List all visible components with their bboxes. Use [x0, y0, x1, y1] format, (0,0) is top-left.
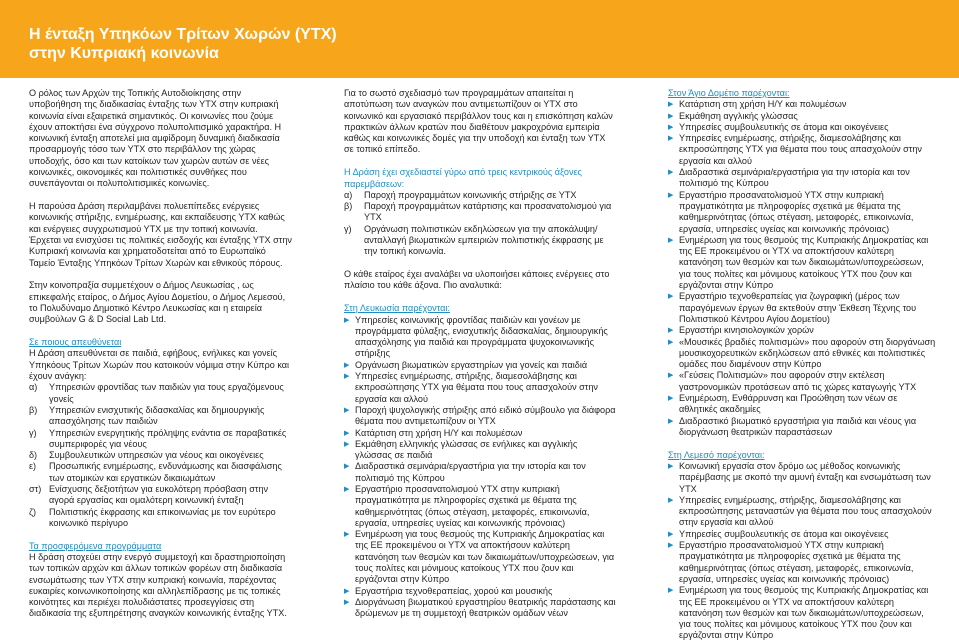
item-text: Οργάνωση πολιτιστικών εκδηλώσεων για την αποκάλυψη/ανταλλαγή βιωματικών εμπειριών πολιτιστικής έκφρασης με την τοπική κοινωνία. [364, 223, 604, 257]
title-line-2: στην Κυπριακή κοινωνία [29, 45, 219, 62]
list-item [29, 484, 292, 507]
list-item [29, 507, 292, 530]
agios-dometios-heading: Στον Άγιο Δομέτιο παρέχονται: [668, 88, 790, 98]
bullet-item: ▶ Υπηρεσίες ενημέρωσης, στήριξης, διαμεσολάβησης και εκπροσώπησης ΥΤΧ για θέματα που τους απασχολούν στην εργασία και αλλού [344, 371, 616, 405]
bullet-item: ▶ Υπηρεσίες συμβουλευτικής σε άτομα και οικογένειες [668, 529, 938, 540]
nicosia-heading: Στη Λευκωσία παρέχονται: [344, 303, 450, 314]
bullet-item: ▶ «Γεύσεις Πολιτισμών» που αφορούν στην εκτέλεση γαστρονομικών προτάσεων από τις χώρες καταγωγής ΥΤΧ [668, 370, 938, 393]
list-item [344, 190, 616, 201]
item-marker: γ) [344, 223, 352, 234]
limassol-list [668, 461, 938, 642]
list-item [29, 428, 292, 451]
title-banner [0, 0, 959, 78]
bullet-item: ▶ Ενημέρωση, Ενθάρρυνση και Προώθηση των νέων σε αθλητικές ακαδημίες [668, 393, 938, 416]
bullet-item: ▶ Οργάνωση βιωματικών εργαστηρίων για γονείς και παιδιά [344, 360, 616, 371]
bullet-item: ▶ Κοινωνική εργασία στον δρόμο ως μέθοδος κοινωνικής παρέμβασης με σκοπό την αμυνή ένταξη και ενσωμάτωση των ΥΤΧ [668, 461, 938, 495]
item-marker: α) [344, 189, 353, 200]
bullet-item: ▶ Ενημέρωση για τους θεσμούς της Κυπριακής Δημοκρατίας και της ΕΕ προκειμένου οι ΥΤΧ να αποκτήσουν καλύτερη κατανόηση των θεσμών και των δικαιωμάτων/υποχρεώσεων, για τους πολίτες και μόνιμους κατοίκους ΥΤΧ που ζουν και εργάζονται στην Κύπρο [668, 235, 938, 291]
item-marker: β) [29, 404, 38, 415]
item-text: Υπηρεσιών ενισχυτικής διδασκαλίας και δημιουργικής απασχόλησης των παιδιών [49, 404, 265, 427]
list-item [29, 405, 292, 428]
item-marker: στ) [29, 484, 42, 494]
item-marker: δ) [29, 450, 38, 461]
target-heading: Σε ποιους απευθύνεται [29, 337, 122, 348]
bullet-item: ▶ Διαδραστικά σεμινάρια/εργαστήρια για την ιστορία και τον πολιτισμό της Κύπρου [344, 461, 616, 484]
axes-heading: Η Δράση έχει σχεδιαστεί γύρω από τρεις κεντρικούς άξονες παρεμβάσεων: [344, 167, 582, 189]
programs-paragraph: Η δράση στοχεύει στην ενεργό συμμετοχή και δραστηριοποίηση των τοπικών αρχών και άλλων τοπικών φορέων στη διαδικασία ενσωμάτωσης των ΥΤΧ στην κυπριακή κοινωνία, παρέχοντας ευκαιρίες κοινωνικοποίησης και αλληλεπίδρασης με τις τοπικές κοινότητες και περιέχει πολυδιάστατες προσεγγίσεις στη διαδικασία της εξυπηρέτησης αναγκών κοινωνικής ένταξης ΥΤΧ. [29, 551, 287, 619]
bullet-item: ▶ Διοργάνωση βιωματικού εργαστηρίου θεατρικής παράστασης και δρώμενων με τη συμμετοχή θεατρικών ομάδων νέων [344, 597, 616, 620]
bullet-item: ▶ Υπηρεσίες συμβουλευτικής σε άτομα και οικογένειες [668, 122, 938, 133]
bullet-item: ▶ Υπηρεσίες κοινωνικής φροντίδας παιδιών και γονέων με προγράμματα φύλαξης, ενισχυτικής διδασκαλίας, δημιουργικής απασχόλησης για παιδιά και προγράμματα ψυχοκοινωνικής στήριξης [344, 315, 616, 360]
item-text: Υπηρεσιών φροντίδας των παιδιών για τους εργαζόμενους γονείς [49, 382, 284, 404]
bullet-item: ▶ «Μουσικές βραδιές πολιτισμών» που αφορούν στη διοργάνωση μουσικοχορευτικών εκδηλώσεων από εθνικές και πολιτιστικές ομάδες που διαμένουν στην Κύπρο [668, 337, 938, 371]
column-2 [344, 88, 616, 620]
list-item [344, 201, 616, 224]
item-text: Πολιτιστικής έκφρασης και επικοινωνίας με τον ευρύτερο κοινωνικό περίγυρο [49, 506, 276, 528]
bullet-item: ▶ Κατάρτιση στη χρήση Η/Υ και πολυμέσων [344, 428, 616, 439]
programs-heading: Τα προσφερόμενα προγράμματα [29, 540, 162, 551]
bullet-item: ▶ Ενημέρωση για τους θεσμούς της Κυπριακής Δημοκρατίας και της ΕΕ προκειμένου οι ΥΤΧ να αποκτήσουν καλύτερη κατανόηση των θεσμών και των δικαιωμάτων/υποχρεώσεων, για τους πολίτες και μόνιμους κατοίκους ΥΤΧ που ζουν και εργάζονται στην Κύπρο [344, 529, 616, 585]
bullet-item: ▶ Υπηρεσίες ενημέρωσης, στήριξης, διαμεσολάβησης και εκπροσώπησης ΥΤΧ για θέματα που τους απασχολούν στην εργασία και αλλού [668, 133, 938, 167]
bullet-item: ▶ Διαδραστικό βιωματικό εργαστήρια για παιδιά και νέους για διοργάνωση θεατρικών παραστάσεων [668, 416, 938, 439]
bullet-item: ▶ Υπηρεσίες ενημέρωσης, στήριξης, διαμεσολάβησης και εκπροσώπησης μεταναστών για θέματα που τους απασχολούν στην εργασία και αλλού [668, 495, 938, 529]
item-marker: ζ) [29, 506, 37, 517]
item-text: Υπηρεσιών ενεργητικής πρόληψης ενάντια σε παραβατικές συμπεριφορές για νέους [49, 427, 287, 449]
bullet-item: ▶ Εργαστήριο προσανατολισμού ΥΤΧ στην κυπριακή πραγματικότητα με πληροφορίες σχετικά με θέματα της καθημερινότητας (όπως στέγαση, μεταφορές, επικοινωνία, εργασία, υπηρεσίες υγείας και κοινωνικής πρόνοιας) [344, 484, 616, 529]
item-text: Προσωπικής ενημέρωσης, ενδυνάμωσης και διασφάλισης των ατομικών και εργατικών δικαιωμάτων [49, 461, 282, 483]
item-text: Παροχή προγραμμάτων κατάρτισης και προσανατολισμού για ΥΤΧ [364, 201, 612, 223]
bullet-item: ▶ Εργαστήριο τεχνοθεραπείας για ζωγραφική (μέρος των παραγόμενων έργων θα εκτεθούν στην Έκθεση Τέχνης του Πολιτιστικού Κέντρου Αγίου Δομετίου) [668, 291, 938, 325]
bullet-item: ▶ Εκμάθηση αγγλικής γλώσσας [668, 111, 938, 122]
list-item [29, 450, 292, 461]
column-3 [668, 88, 938, 642]
item-text: Συμβουλευτικών υπηρεσιών για νέους και οικογένειες [49, 450, 264, 461]
item-marker: β) [344, 201, 353, 212]
column-1 [29, 88, 292, 631]
item-marker: γ) [29, 427, 37, 438]
agios-dometios-list [668, 99, 938, 438]
list-item [29, 382, 292, 405]
bullet-item: ▶ Κατάρτιση στη χρήση Η/Υ και πολυμέσων [668, 99, 938, 110]
list-item [344, 224, 616, 258]
bullet-item: ▶ Εργαστήρια τεχνοθεραπείας, χορού και μουσικής [344, 586, 616, 597]
bullet-item: ▶ Εργαστήριο προσανατολισμού ΥΤΧ στην κυπριακή πραγματικότητα με πληροφορίες σχετικά με θέματα της καθημερινότητας (όπως στέγαση, μεταφορές, επικοινωνία, εργασία, υπηρεσίες υγείας και κοινωνικής πρόνοιας) [668, 190, 938, 235]
bullet-item: ▶ Ενημέρωση για τους θεσμούς της Κυπριακής Δημοκρατίας και της ΕΕ προκειμένου οι ΥΤΧ να αποκτήσουν καλύτερη κατανόηση των θεσμών και των δικαιωμάτων/υποχρεώσεων, για τους πολίτες και μόνιμους κατοίκους ΥΤΧ που ζουν και εργάζονται στην Κύπρο [668, 585, 938, 641]
needs-list [29, 382, 292, 529]
page-title [29, 25, 337, 63]
item-marker: ε) [29, 461, 37, 472]
bullet-item: ▶ Εργαστήριο προσανατολισμού ΥΤΧ στην κυπριακή πραγματικότητα με πληροφορίες σχετικά με θέματα της καθημερινότητας (όπως στέγαση, μεταφορές, επικοινωνία, εργασία, υπηρεσίες υγείας και κοινωνικής πρόνοιας) [668, 540, 938, 585]
nicosia-list [344, 315, 616, 620]
item-text: Παροχή προγραμμάτων κοινωνικής στήριξης σε ΥΤΧ [364, 189, 577, 200]
target-paragraph: Η Δράση απευθύνεται σε παιδιά, εφήβους, ενήλικες και γονείς Υπηκόους Τρίτων Χωρών που κατοικούν νόμιμα στην Κύπρο και έχουν ανάγκη: [29, 348, 290, 382]
limassol-heading: Στη Λεμεσό παρέχονται: [668, 449, 765, 460]
bullet-item: ▶ Εργαστήρι κινησιολογικών χορών [668, 325, 938, 336]
partners-paragraph: Στην κοινοπραξία συμμετέχουν ο Δήμος Λευκωσίας , ως επικεφαλής εταίρος, ο Δήμος Αγίου Δομετίου, ο Δήμος Λεμεσού, το Πολυδύναμο Δημοτικό Κέντρο Λευκωσίας και η εταιρεία συμβούλων G & D Social Lab Ltd. [29, 280, 286, 325]
item-text: Ενίσχυσης δεξιοτήτων για ευκολότερη πρόσβαση στην αγορά εργασίας και ομαλότερη κοινωνική ένταξη [49, 484, 269, 506]
list-item [29, 461, 292, 484]
item-marker: α) [29, 382, 38, 393]
axes-list [344, 190, 616, 258]
bullet-item: ▶ Παροχή ψυχολογικής στήριξης από ειδικό σύμβουλο για διάφορα θέματα που αντιμετωπίζουν οι ΥΤΧ [344, 405, 616, 428]
action-paragraph: Η παρούσα Δράση περιλαμβάνει πολυεπίπεδες ενέργειες κοινωνικής στήριξης, ενημέρωσης, και εκπαίδευσης ΥΤΧ καθώς και ενέργειες συγχρωτισμού ΥΤΧ με την τοπική κοινωνία. Έρχεται να ενισχύσει τις πολιτικές εισδοχής και ένταξης ΥΤΧ στην Κυπριακή κοινωνία και χρηματοδοτείται από το Ευρωπαϊκό Ταμείο Ένταξης Υπηκόων Τρίτων Χωρών και εθνικούς πόρους. [29, 201, 292, 268]
design-paragraph: Για το σωστό σχεδιασμό των προγραμμάτων απαιτείται η αποτύπωση των αναγκών που αντιμετωπίζουν οι ΥΤΧ στο κοινωνικό και εργασιακό περιβάλλον τους και η επισκόπηση καλών πρακτικών άλλων κρατών που διαθέτουν μακροχρόνια εμπειρία καθώς και κοινωνικές δομές για την υποδοχή και ένταξη των ΥΤΧ σε τοπικό επίπεδο. [344, 88, 613, 155]
bullet-item: ▶ Εκμάθηση ελληνικής γλώσσας σε ενήλικες και αγγλικής γλώσσας σε παιδιά [344, 439, 616, 462]
partners-actions-paragraph: Ο κάθε εταίρος έχει αναλάβει να υλοποιήσει κάποιες ενέργειες στο πλαίσιο του κάθε άξονα. Πιο αναλυτικά: [344, 269, 610, 291]
intro-paragraph: Ο ρόλος των Αρχών της Τοπικής Αυτοδιοίκησης στην υποβοήθηση της διαδικασίας ένταξης των ΥΤΧ στην κυπριακή κοινωνία είναι εξαιρετικά σημαντικός. Οι κοινωνίες που ζούμε έχουν αποκτήσει ένα σύγχρονο πολυπολιτισμικό χαρακτήρα. Η κοινωνική ένταξη αποτελεί μια αμφίδρομη δυναμική διαδικασία προσαρμογής τόσο των ΥΤΧ στο περιβάλλον της χώρας υποδοχής, όσο και των κατοίκων των χωρών αυτών σε νέες κοινωνικές, οικονομικές και πολιτιστικές συνθήκες που συνεπάγονται οι πολυπολιτισμικές κοινωνίες. [29, 88, 282, 189]
title-line-1: Η ένταξη Υπηκόων Τρίτων Χωρών (ΥΤΧ) [29, 26, 337, 43]
bullet-item: ▶ Διαδραστικά σεμινάρια/εργαστήρια για την ιστορία και τον πολιτισμό της Κύπρου [668, 167, 938, 190]
